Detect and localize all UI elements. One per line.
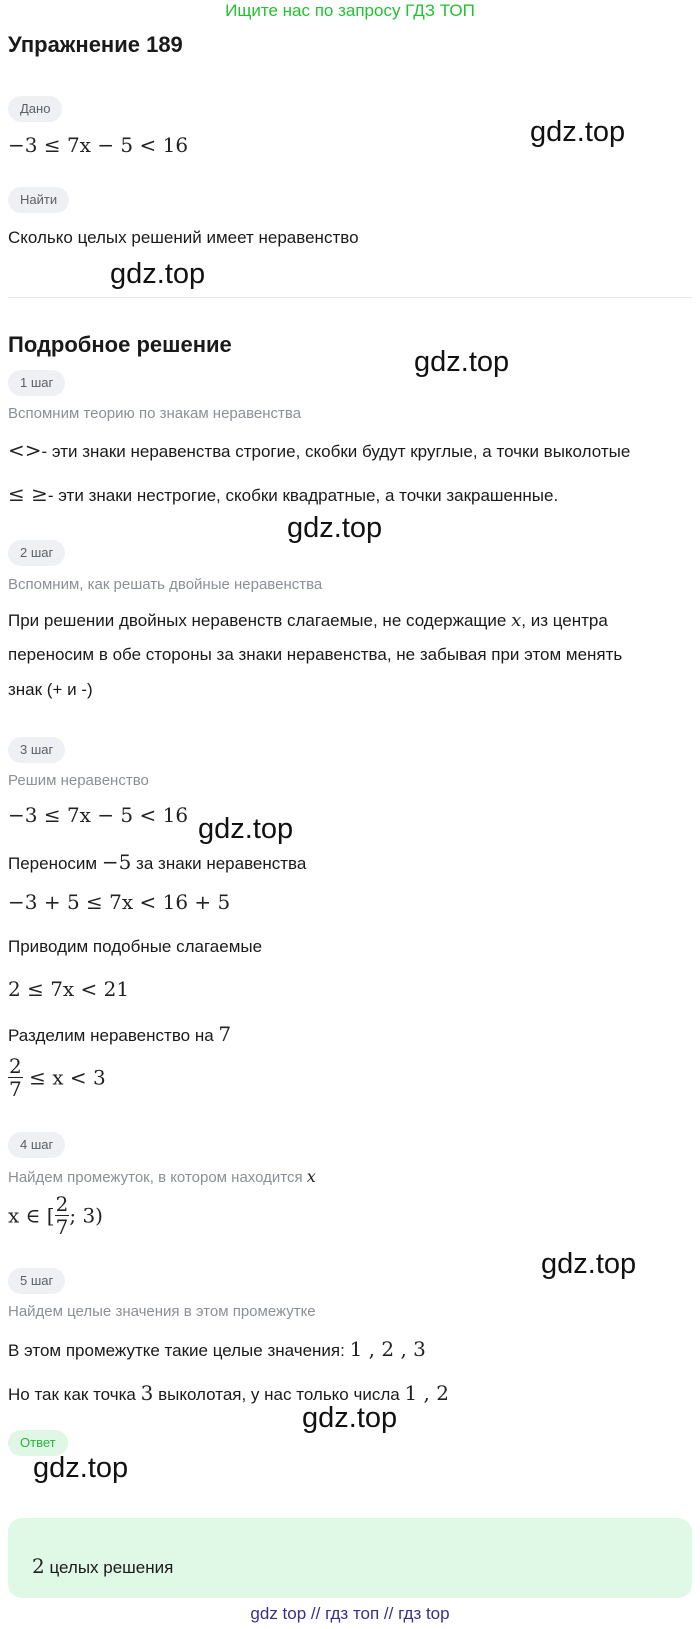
step-5-text-1-math: 1 , 2 , 3 bbox=[349, 1337, 426, 1361]
step-5-chip: 5 шаг bbox=[8, 1268, 65, 1294]
step-5-caption: Найдем целые значения в этом промежутке bbox=[8, 1303, 316, 1320]
given-inequality: −3 ≤ 7x − 5 < 16 bbox=[8, 133, 189, 157]
step-3-inequality-4 bbox=[8, 1055, 106, 1100]
step-5-text-1 bbox=[8, 1337, 426, 1361]
step-2-line-1 bbox=[8, 610, 608, 631]
fraction-2-7 bbox=[8, 1055, 23, 1100]
given-chip: Дано bbox=[8, 96, 62, 122]
watermark: gdz.top bbox=[414, 346, 510, 378]
step-3-caption: Решим неравенство bbox=[8, 772, 149, 789]
var-x: x bbox=[511, 610, 522, 631]
step-5-text-2a: Но так как точка bbox=[8, 1385, 141, 1404]
step-1-line-2 bbox=[8, 482, 558, 506]
step-4-interval bbox=[8, 1193, 103, 1238]
interval-prefix: x ∈ [ bbox=[8, 1203, 55, 1228]
step-3-text-1a: Переносим bbox=[8, 854, 102, 873]
answer-text bbox=[32, 1554, 173, 1578]
watermark: gdz.top bbox=[302, 1402, 398, 1434]
answer-number: 2 bbox=[32, 1554, 45, 1578]
watermark: gdz.top bbox=[530, 116, 626, 148]
step-1-caption: Вспомним теорию по знакам неравенства bbox=[8, 405, 302, 422]
watermark: gdz.top bbox=[110, 258, 206, 290]
step-3-inequality-3: 2 ≤ 7x < 21 bbox=[8, 977, 130, 1001]
watermark: gdz.top bbox=[287, 512, 383, 544]
step-1-line-1 bbox=[8, 438, 630, 462]
watermark: gdz.top bbox=[33, 1452, 129, 1484]
step-3-inequality-1: −3 ≤ 7x − 5 < 16 bbox=[8, 803, 189, 827]
step-3-text-2: Приводим подобные слагаемые bbox=[8, 937, 263, 956]
step-3-text-1b: за знаки неравенства bbox=[131, 854, 307, 873]
step-5-text-2b: выколотая, у нас только числа bbox=[153, 1385, 405, 1404]
step-1-line-2-text: - эти знаки нестрогие, скобки квадратные, а точки закрашенные. bbox=[47, 486, 559, 505]
watermark: gdz.top bbox=[541, 1248, 637, 1280]
step-2-line-1b: , из центра bbox=[521, 611, 608, 630]
step-3-chip: 3 шаг bbox=[8, 737, 65, 763]
step-2-line-2: переносим в обе стороны за знаки неравенства, не забывая при этом менять bbox=[8, 645, 623, 664]
step-2-caption: Вспомним, как решать двойные неравенства bbox=[8, 576, 323, 593]
fraction-denominator: 7 bbox=[9, 1077, 22, 1101]
step-4-caption bbox=[8, 1167, 316, 1186]
step-3-inequality-2: −3 + 5 ≤ 7x < 16 + 5 bbox=[8, 890, 231, 914]
section-divider bbox=[8, 297, 692, 298]
step-1-line-1-text: - эти знаки неравенства строгие, скобки будут круглые, а точки выколотые bbox=[41, 442, 631, 461]
step-3-text-3 bbox=[8, 1022, 231, 1046]
answer-label: целых решения bbox=[44, 1558, 174, 1577]
find-text: Сколько целых решений имеет неравенство bbox=[8, 228, 359, 247]
interval-suffix: ; 3) bbox=[69, 1203, 103, 1228]
step-3-text-1 bbox=[8, 850, 306, 874]
nonstrict-signs: ≤ ≥ bbox=[8, 482, 48, 506]
step-2-chip: 2 шаг bbox=[8, 540, 65, 566]
step-3-text-1-math: −5 bbox=[101, 850, 132, 874]
answer-chip: Ответ bbox=[8, 1430, 68, 1456]
step-1-chip: 1 шаг bbox=[8, 370, 65, 396]
page-title: Упражнение 189 bbox=[8, 32, 183, 57]
step-4-caption-var: x bbox=[306, 1167, 316, 1186]
search-banner[interactable]: Ищите нас по запросу ГДЗ ТОП bbox=[225, 1, 475, 20]
step-5-text-2-math: 3 bbox=[140, 1381, 154, 1405]
solution-title: Подробное решение bbox=[8, 332, 232, 357]
interval-fraction-numerator: 2 bbox=[55, 1192, 69, 1216]
step-2-line-3: знак (+ и -) bbox=[8, 680, 93, 699]
strict-signs: <> bbox=[8, 438, 42, 462]
find-chip: Найти bbox=[8, 187, 69, 213]
step-3-text-3-math: 7 bbox=[218, 1022, 232, 1046]
step-3-text-3a: Разделим неравенство на bbox=[8, 1026, 219, 1045]
step-2-line-1a: При решении двойных неравенств слагаемые, не содержащие bbox=[8, 611, 512, 630]
step-4-chip: 4 шаг bbox=[8, 1132, 65, 1158]
step-4-caption-text: Найдем промежуток, в котором находится bbox=[8, 1169, 307, 1186]
step-5-text-2-math2: 1 , 2 bbox=[404, 1381, 449, 1405]
footer-links[interactable]: gdz top // гдз топ // гдз top bbox=[250, 1604, 450, 1623]
interval-fraction bbox=[55, 1193, 70, 1238]
step-5-text-1a: В этом промежутке такие целые значения: bbox=[8, 1341, 350, 1360]
fraction-numerator: 2 bbox=[9, 1054, 22, 1078]
interval-fraction-denominator: 7 bbox=[55, 1215, 69, 1239]
watermark: gdz.top bbox=[198, 813, 294, 845]
step-3-inequality-4-rest: ≤ x < 3 bbox=[29, 1065, 106, 1090]
